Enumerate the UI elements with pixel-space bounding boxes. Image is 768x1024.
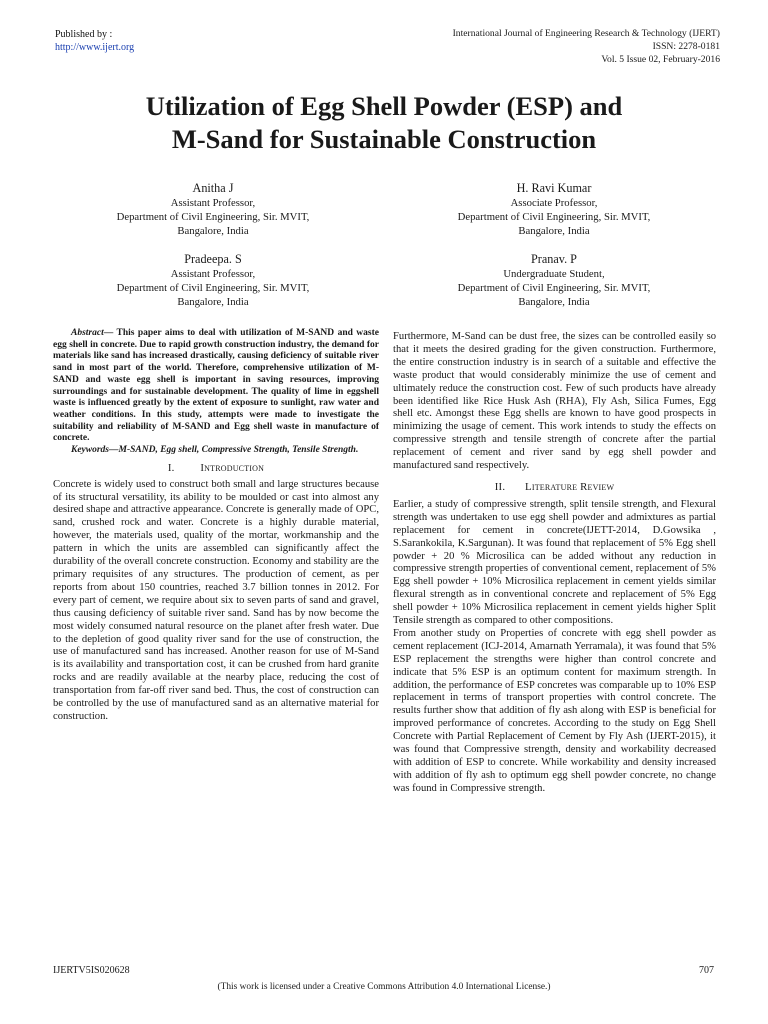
keywords-text: M-SAND, Egg shell, Compressive Strength, Tensile Strength.	[118, 445, 359, 456]
abstract-label: Abstract	[71, 328, 104, 338]
left-column	[53, 328, 379, 724]
author-block	[63, 180, 363, 238]
journal-url-link[interactable]: http://www.ijert.org	[55, 42, 135, 53]
introduction-paragraph: Concrete is widely used to construct both small and large structures because of its structural versatility, its ability to be moulded or cast into almost any desired shape and attractive appearance. Concrete is generally made of OPC, sand, crushed rock and water. Concrete is a highly durable material, however, the materials used, quality of the mortar, workmanship and the pattern in which the units are assembled can significantly affect the durability of the overall concrete construction. Economy and stability are the primary requisites of any structures. The production of cement, as per reports from about 150 countries, reached 3.7 billion tonnes in 2012. For every part of cement, we require about six to seven parts of sand and gravel, thus causing deficiency of suitable river sand. Sand has by now become the most widely consumed natural resource on the planet after fresh water. Due to the depletion of good quality river sand for the use of construction, the use of manufactured sand has increased. Another reason for use of M-Sand is its availability and transportation cost, it can be crushed from hard granite rocks and are readily available at the nearby place, reducing the cost of transportation from far-off river sand bed. Thus, the cost of construction can be controlled by the use of manufactured sand as an alternative material for construction.	[53, 478, 379, 722]
abstract	[53, 328, 379, 445]
published-by-label: Published by :	[55, 29, 113, 40]
section-heading-introduction	[53, 462, 379, 475]
page-number: 707	[699, 965, 714, 976]
volume-issue: Vol. 5 Issue 02, February-2016	[601, 54, 720, 65]
author-location: Bangalore, India	[518, 296, 590, 308]
literature-paragraph: Earlier, a study of compressive strength, split tensile strength, and Flexural strength was undertaken to use egg shell powder and admixtures as partial replacement for cement in concrete(IJETT-2014, D.Gowsika , S.Sarankokila, K.Sargunan). It was found that replacement of 5% Egg shell powder + 20 % Microsilica can be added without any reduction in compressive strength properties of conventional cement, replacement of 5% Egg shell powder + 10% Microsilica replacement in cement yields similar flexural strength as in conventional concrete and replacement of 5% Egg shell powder + 10% Microsilica replacement in cement yields higher Split Tensile strength as compared to other compositions.	[393, 498, 716, 627]
keywords	[53, 445, 379, 457]
section-title: Introduction	[200, 461, 265, 474]
right-column	[393, 331, 716, 796]
author-role: Associate Professor,	[510, 197, 598, 209]
section-number: I.	[167, 461, 175, 474]
author-location: Bangalore, India	[177, 225, 249, 237]
author-role: Undergraduate Student,	[503, 268, 605, 280]
author-name: H. Ravi Kumar	[516, 181, 592, 195]
title-line-2: M-Sand for Sustainable Construction	[171, 124, 597, 154]
section-heading-literature-review	[393, 481, 716, 494]
author-dept: Department of Civil Engineering, Sir. MVIT,	[457, 211, 651, 223]
license-notice: (This work is licensed under a Creative Commons Attribution 4.0 International License.)	[217, 982, 551, 992]
journal-info	[360, 27, 720, 66]
keywords-label: Keywords—	[71, 445, 119, 456]
author-role: Assistant Professor,	[170, 268, 256, 280]
author-location: Bangalore, India	[177, 296, 249, 308]
author-dept: Department of Civil Engineering, Sir. MVIT,	[116, 282, 310, 294]
author-role: Assistant Professor,	[170, 197, 256, 209]
title-line-1: Utilization of Egg Shell Powder (ESP) and	[145, 91, 623, 121]
abstract-text: — This paper aims to deal with utilization of M-SAND and waste egg shell in concrete. Due to rapid growth construction industry, the demand for materials like sand has increased drastically, causing deficiency of suitable river sand in most part of the world. Therefore, comprehensive utilization of M-SAND and waste egg shell is important in saving resources, improving surroundings and for sustainable development. The quality of lime in eggshell waste is influenced greatly by the extent of exposure to sunlight, raw water and weather conditions. In this study, attempts were made to investigate the suitability and reliability of M-SAND and Egg shell waste in manufacture of concrete.	[53, 328, 379, 444]
publisher-block	[55, 28, 134, 54]
author-name: Pradeepa. S	[184, 252, 242, 266]
author-name: Anitha J	[192, 181, 234, 195]
paper-id: IJERTV5IS020628	[53, 965, 130, 976]
section-title: Literature Review	[525, 480, 615, 493]
introduction-continued-paragraph: Furthermore, M-Sand can be dust free, the sizes can be controlled easily so that it meets the desired grading for the given construction. Furthermore, the entire construction industry is in search of a suitable and effective the waste product that would considerably minimize the use of cement and ultimately reduce the construction cost. Few of such products have already been identified like Rice Husk Ash (RHA), Fly Ash, Silica Fumes, Egg shell etc. Amongst these Egg shells are known to have good prospects in minimizing the usage of cement. This work intends to study the effects on compressive strength and tensile strength of concrete after the partial replacement of cement and river sand by egg shell powder and manufactured sand respectively.	[393, 331, 716, 472]
author-block	[404, 251, 704, 309]
literature-paragraph: From another study on Properties of concrete with egg shell powder as cement replacement (ICJ-2014, Amarnath Yerramala), it was found that 5% ESP replacement the strengths were higher than control concrete and indicate that 5% ESP is an optimum content for maximum strength. In addition, the performance of ESP concretes was comparable up to 10% ESP replacement in terms of transport properties with control concrete. The results further show that addition of fly ash along with ESP is beneficial for improved performance of concretes. According to the study on Egg Shell Concrete with Partial Replacement of Cement by Fly Ash (IJERT-2015), it was found that Compressive strength, density and workability decreased with addition of ESP to concrete. While workability and density increased with addition of fly ash to optimum egg shell powder concrete, no change was found in Compressive strength.	[393, 627, 716, 794]
section-number: II.	[494, 480, 506, 493]
author-location: Bangalore, India	[518, 225, 590, 237]
author-dept: Department of Civil Engineering, Sir. MVIT,	[457, 282, 651, 294]
journal-name: International Journal of Engineering Research & Technology (IJERT)	[452, 28, 720, 39]
issn: ISSN: 2278-0181	[652, 41, 720, 52]
paper-title	[60, 90, 708, 156]
author-block	[404, 180, 704, 238]
author-name: Pranav. P	[531, 252, 577, 266]
author-dept: Department of Civil Engineering, Sir. MVIT,	[116, 211, 310, 223]
author-block	[63, 251, 363, 309]
